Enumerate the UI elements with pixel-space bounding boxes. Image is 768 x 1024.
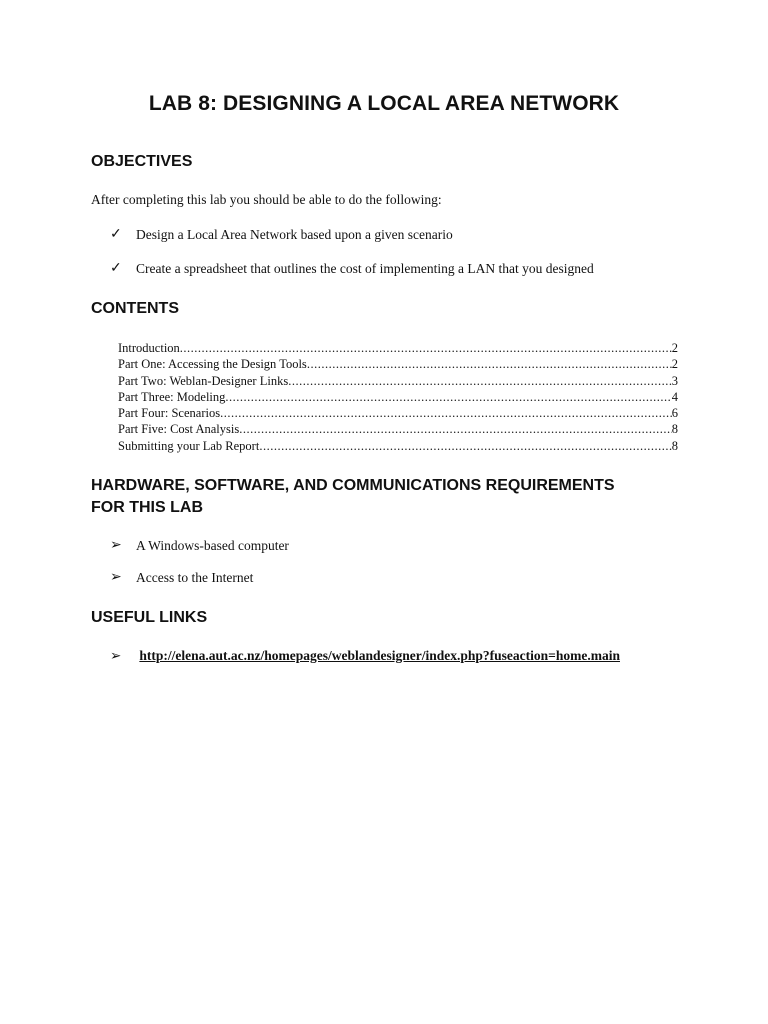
toc-entry-label: Submitting your Lab Report xyxy=(118,438,260,453)
toc-entry-page: 2 xyxy=(671,341,678,355)
toc-entry-page: 2 xyxy=(671,357,678,372)
toc-entry-label: Part Three: Modeling xyxy=(118,389,226,404)
arrow-bullet-icon: ➢ xyxy=(110,648,122,663)
requirements-heading-line1: HARDWARE, SOFTWARE, AND COMMUNICATIONS REQUIREMENTS xyxy=(91,477,615,494)
toc-entry-page: 8 xyxy=(671,438,678,453)
useful-links-heading: USEFUL LINKS xyxy=(91,609,208,626)
toc-entry[interactable] xyxy=(118,373,678,389)
arrow-bullet-icon: ➢ xyxy=(110,538,122,553)
toc-entry[interactable] xyxy=(118,438,678,454)
toc-leader xyxy=(220,405,672,421)
requirements-heading xyxy=(91,475,615,519)
objectives-heading: OBJECTIVES xyxy=(91,153,193,170)
toc-entry-label: Part Two: Weblan-Designer Links xyxy=(118,373,289,388)
weblan-designer-link[interactable]: http://elena.aut.ac.nz/homepages/weblandesigner/index.php?fuseaction=home.main xyxy=(139,648,620,663)
arrow-bullet-icon: ➢ xyxy=(110,570,122,585)
toc-entry-page: 6 xyxy=(671,406,678,421)
toc-entry[interactable] xyxy=(118,389,678,405)
toc-entry-page: 4 xyxy=(671,389,678,404)
table-of-contents xyxy=(118,340,678,454)
toc-entry-label: Part Five: Cost Analysis xyxy=(118,422,240,437)
objective-text: Design a Local Area Network based upon a given scenario xyxy=(136,227,453,242)
toc-entry-page: 3 xyxy=(671,373,678,388)
checkmark-icon: ✓ xyxy=(110,227,122,242)
toc-entry-label: Part One: Accessing the Design Tools xyxy=(118,357,307,372)
page-title: LAB 8: DESIGNING A LOCAL AREA NETWORK xyxy=(148,92,620,115)
toc-leader xyxy=(288,373,672,389)
requirements-list xyxy=(110,537,289,601)
list-item xyxy=(110,569,289,601)
toc-entry[interactable] xyxy=(118,356,678,372)
toc-entry-label: Introduction xyxy=(118,341,180,355)
toc-leader xyxy=(259,438,671,454)
toc-leader xyxy=(180,340,672,356)
objective-text: Create a spreadsheet that outlines the cost of implementing a LAN that you designed xyxy=(136,261,594,276)
toc-entry-page: 8 xyxy=(671,422,678,437)
toc-leader xyxy=(239,421,672,437)
checkmark-icon: ✓ xyxy=(110,261,122,276)
list-item xyxy=(110,537,289,569)
toc-leader xyxy=(307,356,672,372)
requirements-heading-line2: FOR THIS LAB xyxy=(91,499,203,516)
useful-link-item xyxy=(110,648,620,664)
objectives-intro: After completing this lab you should be able to do the following: xyxy=(91,192,442,207)
requirement-text: A Windows-based computer xyxy=(136,538,289,553)
list-item xyxy=(110,226,594,260)
objectives-list xyxy=(110,226,594,294)
toc-entry-label: Part Four: Scenarios xyxy=(118,406,221,421)
toc-entry[interactable] xyxy=(118,340,678,356)
toc-entry[interactable] xyxy=(118,405,678,421)
requirement-text: Access to the Internet xyxy=(136,570,254,585)
list-item xyxy=(110,260,594,294)
contents-heading: CONTENTS xyxy=(91,300,179,317)
toc-leader xyxy=(225,389,671,405)
toc-entry[interactable] xyxy=(118,421,678,437)
